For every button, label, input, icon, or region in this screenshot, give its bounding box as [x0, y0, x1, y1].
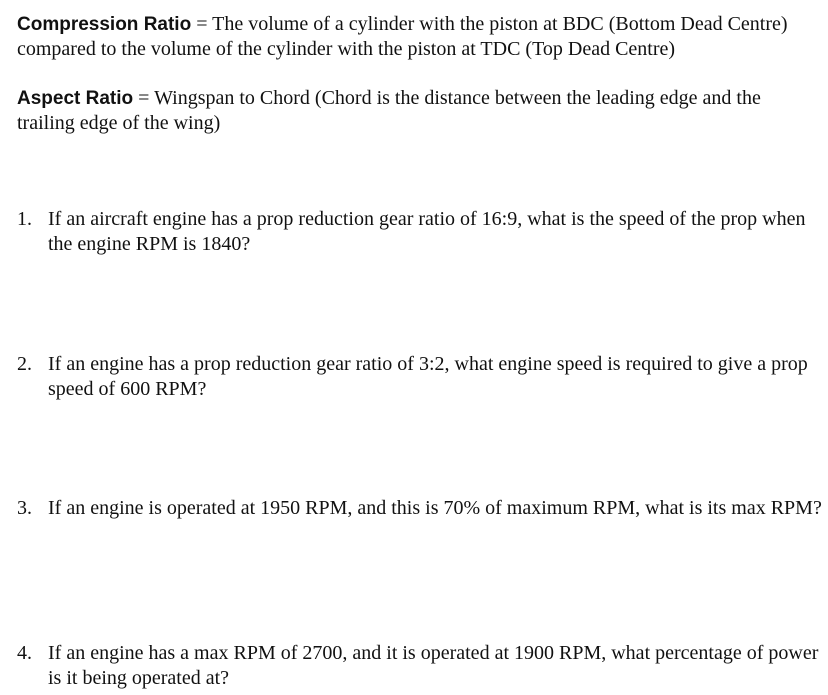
question-text: If an engine has a prop reduction gear ratio of 3:2, what engine speed is required to give a prop speed of 600 RPM? [48, 353, 808, 400]
definition-compression-ratio [17, 12, 817, 62]
definition-body: Wingspan to Chord (Chord is the distance between the leading edge and the trailing edge of the wing) [17, 87, 761, 134]
question-1 [17, 207, 822, 257]
question-number: 1. [17, 208, 32, 230]
question-2 [17, 352, 822, 402]
question-number: 3. [17, 497, 32, 519]
question-number: 2. [17, 353, 32, 375]
question-number: 4. [17, 642, 32, 664]
question-4 [17, 641, 822, 691]
question-3 [17, 496, 822, 521]
definition-term: Aspect Ratio [17, 88, 134, 109]
question-text: If an engine has a max RPM of 2700, and it is operated at 1900 RPM, what percentage of power is it being operated at? [48, 642, 819, 689]
question-text: If an engine is operated at 1950 RPM, and this is 70% of maximum RPM, what is its max RPM? [48, 497, 822, 519]
definition-aspect-ratio [17, 86, 817, 136]
definition-body: The volume of a cylinder with the piston at BDC (Bottom Dead Centre) compared to the volume of the cylinder with the piston at TDC (Top Dead Centre) [17, 13, 788, 60]
definition-term: Compression Ratio [17, 14, 192, 35]
definition-separator: = [133, 87, 155, 109]
definition-separator: = [191, 13, 213, 35]
question-text: If an aircraft engine has a prop reduction gear ratio of 16:9, what is the speed of the prop when the engine RPM is 1840? [48, 208, 806, 255]
